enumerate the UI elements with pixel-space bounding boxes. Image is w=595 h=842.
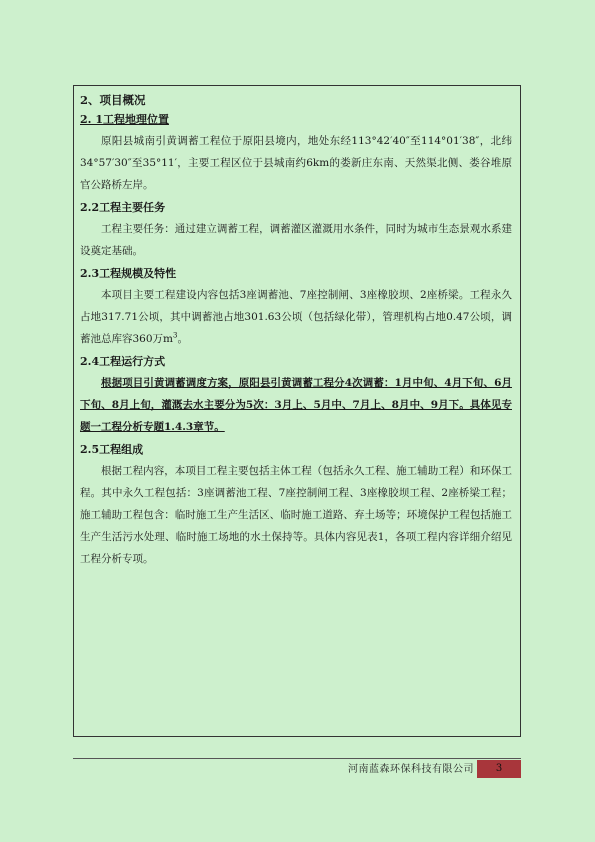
paragraph-operation: 根据项目引黄调蓄调度方案，原阳县引黄调蓄工程分4次调蓄：1月中旬、4月下旬、6月下旬、8月上旬，灌溉去水主要分为5次：3月上、5月中、7月上、8月中、9月下。具体见专题一工程分析专题1.4.3章节。 xyxy=(80,377,512,433)
subsection-title-location: 2. 1工程地理位置 xyxy=(80,113,169,126)
subsection-title-composition: 2.5工程组成 xyxy=(80,443,144,456)
footer-divider xyxy=(73,758,521,759)
subsection-title-scale: 2.3工程规模及特性 xyxy=(80,267,177,280)
subsection-title-tasks: 2.2工程主要任务 xyxy=(80,201,166,214)
content-frame xyxy=(73,85,521,737)
subsection-title-operation: 2.4工程运行方式 xyxy=(80,355,166,368)
paragraph-scale: 本项目主要工程建设内容包括3座调蓄池、7座控制闸、3座橡胶坝、2座桥梁。工程永久占地317.71公顷，其中调蓄池占地301.63公顷（包括绿化带），管理机构占地0.47公顷，调蓄池总库容360万$m^3$。 xyxy=(80,289,512,345)
paragraph-tasks: 工程主要任务：通过建立调蓄工程，调蓄灌区灌溉用水条件，同时为城市生态景观水系建设奠定基础。 xyxy=(80,223,512,257)
paragraph-location: 原阳县城南引黄调蓄工程位于原阳县境内，地处东经113°42′40″至114°01′38″，北纬34°57′30″至35°11′，主要工程区位于县城南约6km的娄新庄东南、天然渠北侧、娄谷堆原官公路桥左岸。 xyxy=(80,135,512,191)
section-heading: 2、项目概况 xyxy=(80,93,146,107)
page-number-badge: 3 xyxy=(477,760,521,778)
paragraph-composition: 根据工程内容，本项目工程主要包括主体工程（包括永久工程、施工辅助工程）和环保工程。其中永久工程包括：3座调蓄池工程、7座控制闸工程、3座橡胶坝工程、2座桥梁工程；施工辅助工程包含：临时施工生产生活区、临时施工道路、弃土场等；环境保护工程包括施工生产生活污水处理、临时施工场地的水土保持等。具体内容见表1，各项工程内容详细介绍见工程分析专项。 xyxy=(80,465,512,565)
footer-company-name: 河南蓝森环保科技有限公司 xyxy=(348,764,474,775)
